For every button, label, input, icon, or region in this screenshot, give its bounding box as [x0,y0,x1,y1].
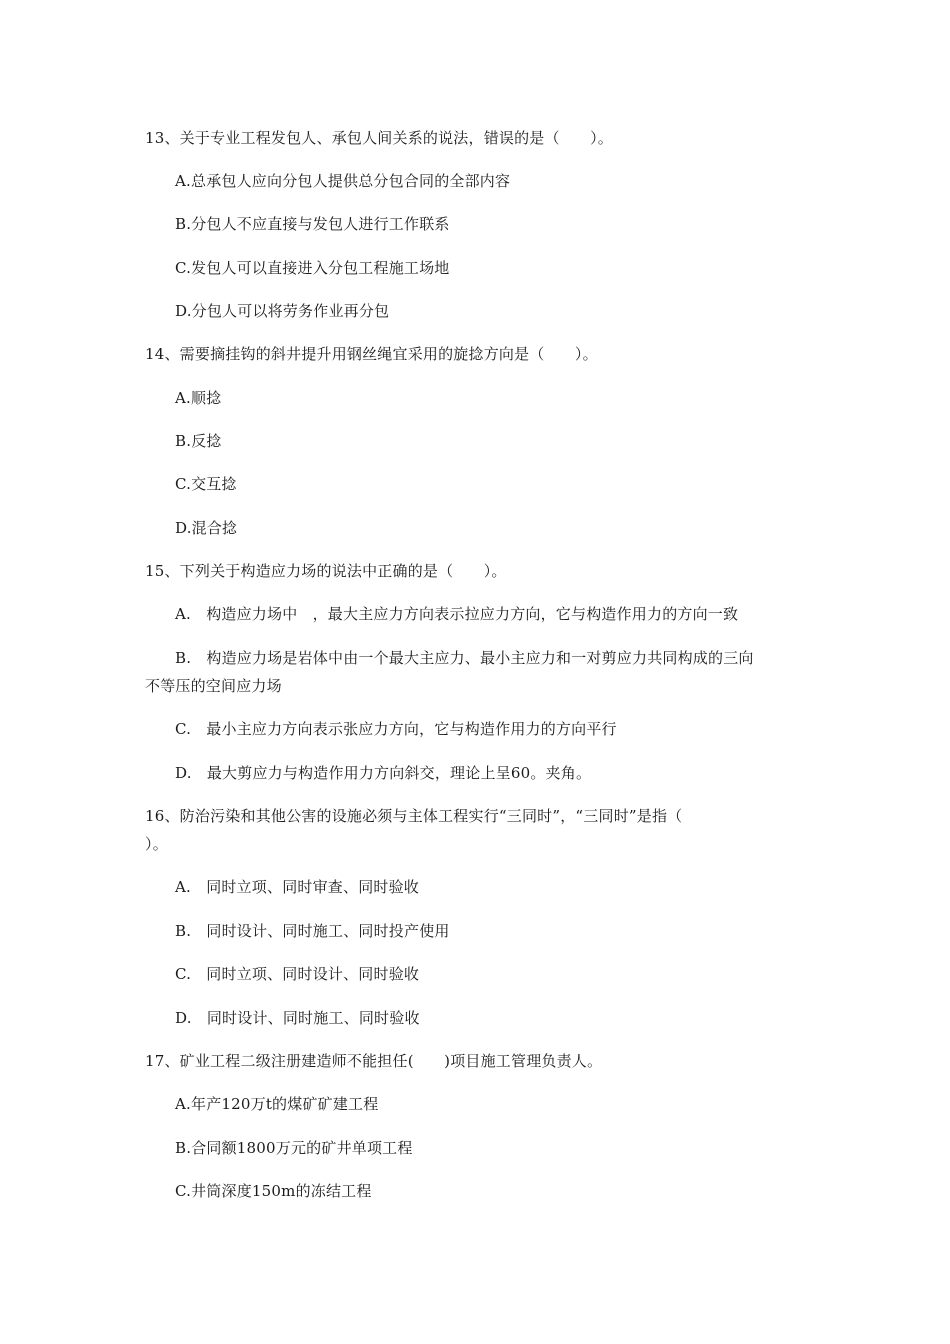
question-14-option-c: C.交互捻 [175,475,237,493]
question-14-option-d: D.混合捻 [175,519,238,537]
question-15-option-b-continuation: 不等压的空间应力场 [145,677,282,695]
question-17-option-c: C.井筒深度150m的冻结工程 [175,1182,372,1200]
question-16-option-b: B. 同时设计、同时施工、同时投产使用 [175,922,450,940]
question-16-option-d: D. 同时设计、同时施工、同时验收 [175,1009,420,1027]
question-13-option-b: B.分包人不应直接与发包人进行工作联系 [175,215,450,233]
question-15-option-d: D. 最大剪应力与构造作用力方向斜交，理论上呈60。夹角。 [175,764,592,782]
question-16-stem-continuation: ）。 [145,835,168,853]
question-13-option-a: A.总承包人应向分包人提供总分包合同的全部内容 [175,172,511,190]
question-14-stem: 14、需要摘挂钩的斜井提升用钢丝绳宜采用的旋捻方向是（ ）。 [145,345,598,363]
question-15-option-b: B. 构造应力场是岩体中由一个最大主应力、最小主应力和一对剪应力共同构成的三向 [175,649,754,667]
question-15-option-a: A. 构造应力场中 ，最大主应力方向表示拉应力方向，它与构造作用力的方向一致 [175,605,739,623]
question-13-option-d: D.分包人可以将劳务作业再分包 [175,302,390,320]
question-13-stem: 13、关于专业工程发包人、承包人间关系的说法，错误的是（ ）。 [145,129,613,147]
question-17-stem: 17、矿业工程二级注册建造师不能担任( )项目施工管理负责人。 [145,1052,603,1070]
question-16-option-a: A. 同时立项、同时审查、同时验收 [175,878,420,896]
question-16-stem: 16、防治污染和其他公害的设施必须与主体工程实行“三同时”，“三同时”是指（ [145,807,683,825]
question-16-option-c: C. 同时立项、同时设计、同时验收 [175,965,420,983]
question-17-option-b: B.合同额1800万元的矿井单项工程 [175,1139,413,1157]
question-15-stem: 15、下列关于构造应力场的说法中正确的是（ ）。 [145,562,507,580]
question-17-option-a: A.年产120万t的煤矿矿建工程 [175,1095,379,1113]
question-13-option-c: C.发包人可以直接进入分包工程施工场地 [175,259,450,277]
question-14-option-b: B.反捻 [175,432,222,450]
question-15-option-c: C. 最小主应力方向表示张应力方向，它与构造作用力的方向平行 [175,720,617,738]
question-14-option-a: A.顺捻 [175,389,222,407]
